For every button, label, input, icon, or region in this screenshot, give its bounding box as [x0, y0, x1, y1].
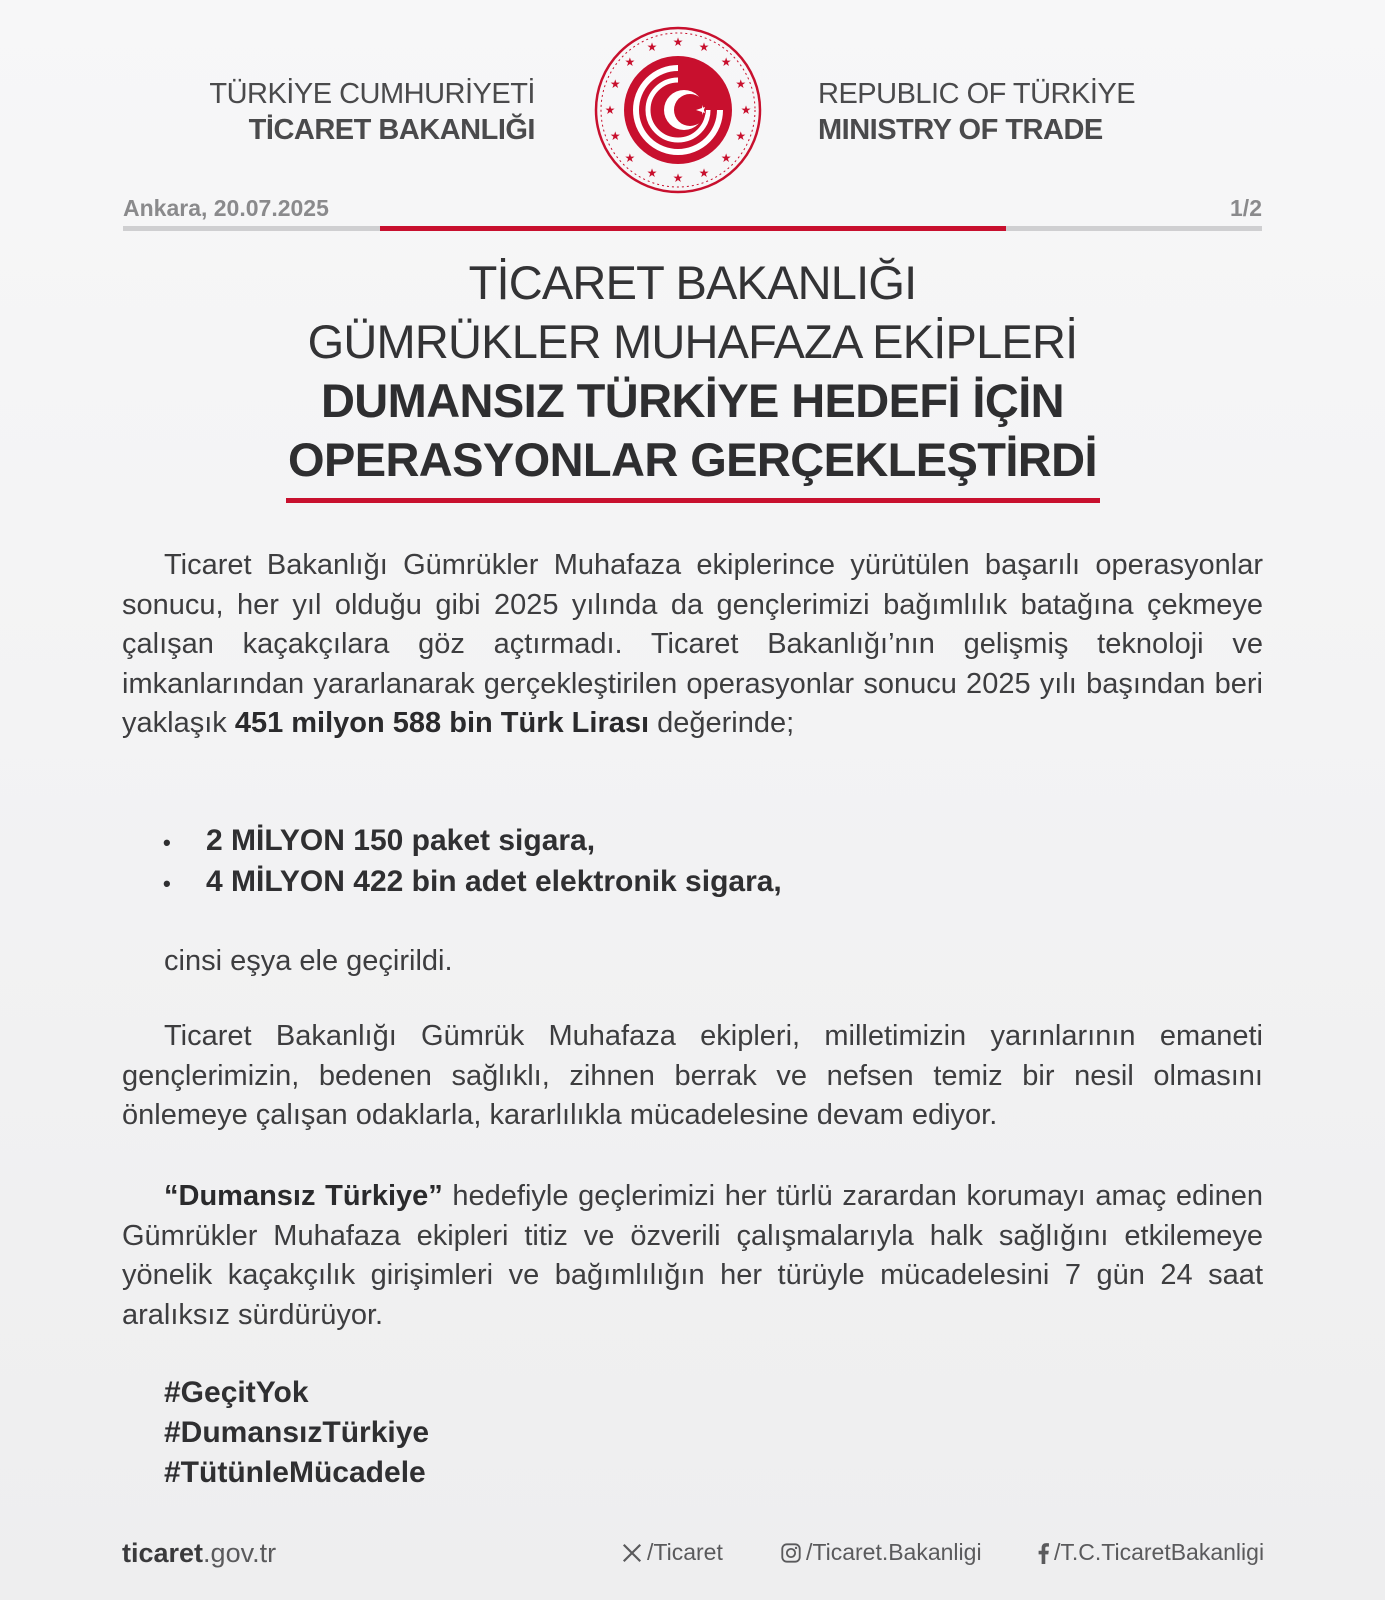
- title-line1: TİCARET BAKANLIĞI: [468, 256, 917, 309]
- seal-star-icon: ★: [624, 54, 636, 69]
- facebook-handle: /T.C.TicaretBakanligi: [1054, 1539, 1265, 1565]
- facebook-social-link[interactable]: [1036, 1539, 1264, 1566]
- instagram-handle: /Ticaret.Bakanligi: [806, 1539, 982, 1565]
- seal-star-icon: ★: [698, 40, 710, 55]
- title-line4: OPERASYONLAR GERÇEKLEŞTİRDİ: [288, 433, 1097, 486]
- paragraph-2: cinsi eşya ele geçirildi.: [164, 945, 453, 977]
- header-left-line2: TİCARET BAKANLIĞI: [248, 114, 535, 146]
- bullet-icon: •: [163, 871, 171, 896]
- bullet-icon: •: [163, 830, 171, 855]
- hashtags: [164, 1373, 429, 1493]
- title-underline: [286, 498, 1100, 503]
- seal-star-icon: ★: [609, 129, 621, 143]
- seizure-value: 451 milyon 588 bin Türk Lirası: [234, 707, 650, 739]
- paragraph-4: [122, 1177, 1263, 1335]
- seal-star-icon: ★: [720, 151, 732, 166]
- paragraph-3: Ticaret Bakanlığı Gümrük Muhafaza ekipleri, milletimizin yarınlarının emaneti gençlerimizin, bedenen sağlıklı, zihnen berrak ve nefsen temiz bir nesil olmasını önlemeye çalışan odaklarla, kararlılıkla mücadelesine devam ediyor.: [122, 1020, 1263, 1131]
- header-left-line1: TÜRKİYE CUMHURİYETİ: [209, 78, 535, 110]
- seal-star-icon: ★: [624, 151, 636, 166]
- date-location: Ankara, 20.07.2025: [123, 195, 329, 221]
- website-link[interactable]: [122, 1538, 276, 1569]
- ministry-seal-logo: [592, 24, 764, 196]
- seizure-list: [163, 821, 1063, 903]
- seal-star-icon: ★: [646, 165, 658, 180]
- press-release-title: [123, 253, 1262, 489]
- seal-star-icon: ★: [646, 40, 658, 55]
- seal-star-icon: ★: [720, 54, 732, 69]
- list-item-text: 4 MİLYON 422 bin adet elektronik sigara,: [206, 865, 782, 898]
- seal-star-icon: ★: [609, 77, 621, 91]
- facebook-icon: [1036, 1542, 1050, 1564]
- paragraph-1: [122, 546, 1263, 744]
- header-right-line2: MINISTRY OF TRADE: [818, 114, 1103, 146]
- website-name: ticaret: [122, 1538, 204, 1568]
- title-line2: GÜMRÜKLER MUHAFAZA EKİPLERİ: [307, 315, 1078, 368]
- instagram-social-link[interactable]: [780, 1539, 982, 1566]
- campaign-name: “Dumansız Türkiye”: [164, 1180, 443, 1212]
- page-number: 1/2: [1230, 195, 1262, 221]
- hashtag[interactable]: #DumansızTürkiye: [164, 1416, 430, 1449]
- header-english-name: [818, 76, 1238, 148]
- header-turkish-name: [150, 76, 535, 148]
- header-divider-accent: [380, 226, 1006, 231]
- instagram-icon: [780, 1542, 802, 1564]
- hashtag[interactable]: #TütünleMücadele: [164, 1456, 426, 1489]
- title-line3: DUMANSIZ TÜRKİYE HEDEFİ İÇİN: [320, 374, 1065, 427]
- hashtag[interactable]: #GeçitYok: [164, 1376, 309, 1409]
- seal-star-icon: ★: [604, 103, 616, 117]
- seal-star-icon: ★: [740, 103, 752, 117]
- list-item-text: 2 MİLYON 150 paket sigara,: [206, 824, 596, 857]
- seal-star-icon: ★: [672, 171, 684, 185]
- x-icon: [621, 1542, 643, 1564]
- paragraph-1-end: değerinde;: [649, 707, 795, 739]
- list-item: [163, 862, 1063, 903]
- list-item: [163, 821, 1063, 862]
- seal-star-icon: ★: [735, 129, 747, 143]
- x-handle: /Ticaret: [647, 1539, 723, 1565]
- seal-star-icon: ★: [698, 165, 710, 180]
- x-social-link[interactable]: [621, 1539, 723, 1566]
- paragraph-1-text: Ticaret Bakanlığı Gümrükler Muhafaza ekiplerince yürütülen başarılı operasyonlar sonucu, her yıl olduğu gibi 2025 yılında da gençlerimizi bağımlılık batağına çekmeye çalışan kaçakçılara göz açtırmadı. Ticaret Bakanlığı’nın gelişmiş teknoloji ve imkanlarından yararlanarak gerçekleştirilen operasyonlar sonucu 2025 yılı başından beri yaklaşık: [122, 549, 1263, 739]
- website-domain: .gov.tr: [203, 1538, 277, 1568]
- seal-star-icon: ★: [735, 77, 747, 91]
- header-right-line1: REPUBLIC OF TÜRKİYE: [818, 78, 1136, 110]
- paragraph-4-text: hedefiyle geçlerimizi her türlü zarardan korumayı amaç edinen Gümrükler Muhafaza ekipleri titiz ve özverili çalışmalarıyla halk sağlığını etkilemeye yönelik kaçakçılık girişimleri ve bağımlılığın her türüyle mücadelesini 7 gün 24 saat aralıksız sürdürüyor.: [122, 1180, 1264, 1331]
- seal-star-icon: ★: [672, 35, 684, 49]
